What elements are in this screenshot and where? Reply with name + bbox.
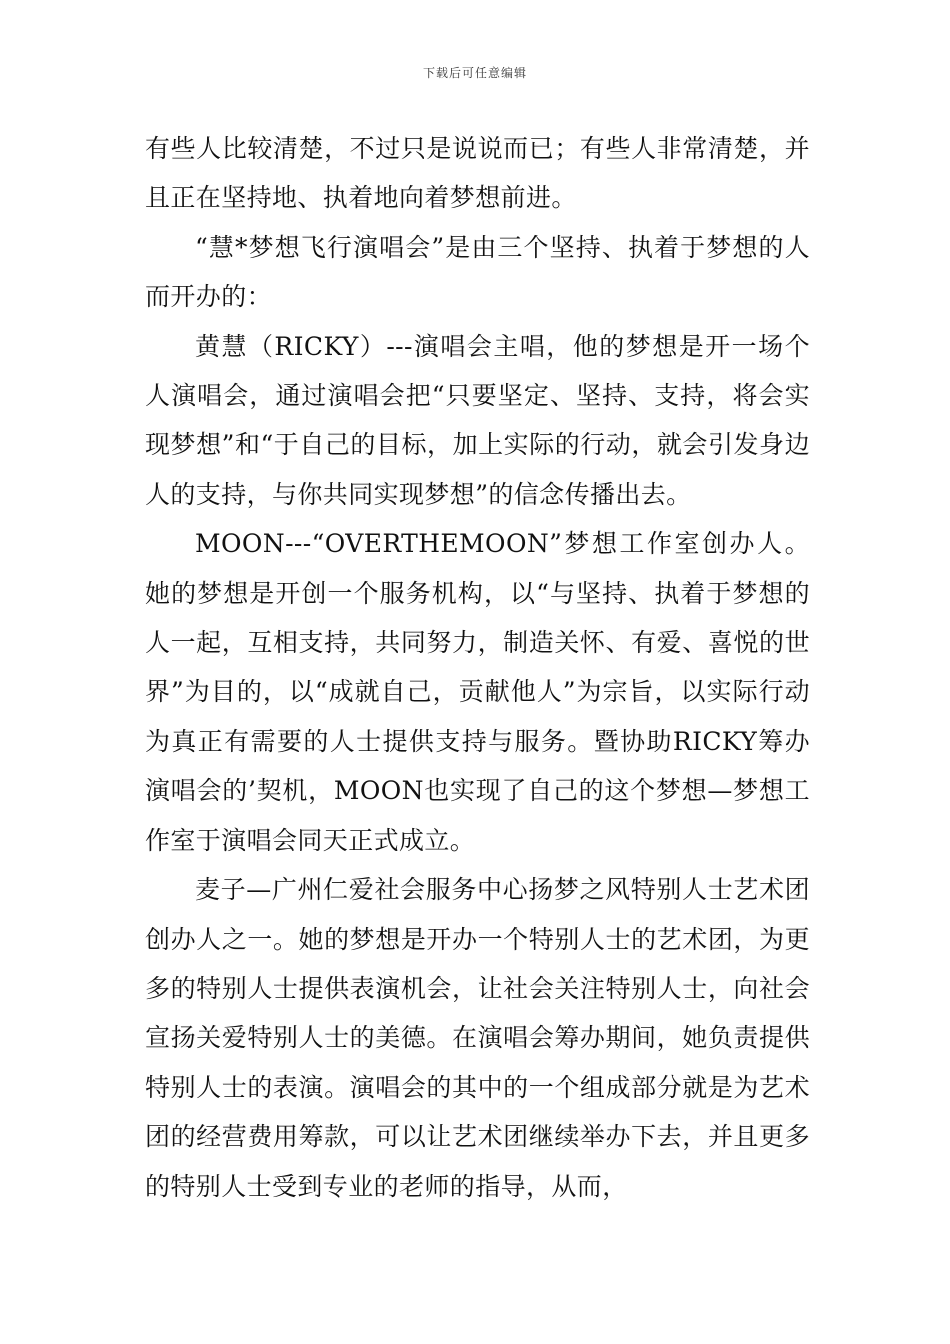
document-body xyxy=(145,124,810,1211)
paragraph-moon: MOON---“OVERTHEMOON”梦想工作室创办人。她的梦想是开创一个服务机构，以“与坚持、执着于梦想的人一起，互相支持，共同努力，制造关怀、有爱、喜悦的世界”为目的，以“成就自己，贡献他人”为宗旨，以实际行动为真正有需要的人士提供支持与服务。暨协助RICKY筹办演唱会的’契机，MOON也实现了自己的这个梦想—梦想工作室于演唱会同天正式成立。 xyxy=(145,529,810,855)
paragraph-maizi: 麦子—广州仁爱社会服务中心扬梦之风特别人士艺术团创办人之一。她的梦想是开办一个特别人士的艺术团，为更多的特别人士提供表演机会，让社会关注特别人士，向社会宣扬关爱特别人士的美德。在演唱会筹办期间，她负责提供特别人士的表演。演唱会的其中的一个组成部分就是为艺术团的经营费用筹款，可以让艺术团继续举办下去，并且更多的特别人士受到专业的老师的指导，从而， xyxy=(145,875,810,1201)
paragraph-concert-founders: “慧*梦想飞行演唱会”是由三个坚持、执着于梦想的人而开办的： xyxy=(145,232,810,312)
paragraph-ricky: 黄慧（RICKY）---演唱会主唱，他的梦想是开一场个人演唱会，通过演唱会把“只要坚定、坚持、支持，将会实现梦想”和“于自己的目标，加上实际的行动，就会引发身边人的支持，与你共同实现梦想”的信念传播出去。 xyxy=(145,331,810,509)
paragraph-intro: 有些人比较清楚，不过只是说说而已；有些人非常清楚，并且正在坚持地、执着地向着梦想前进。 xyxy=(145,134,810,213)
page-header-note: 下载后可任意编辑 xyxy=(422,66,527,80)
